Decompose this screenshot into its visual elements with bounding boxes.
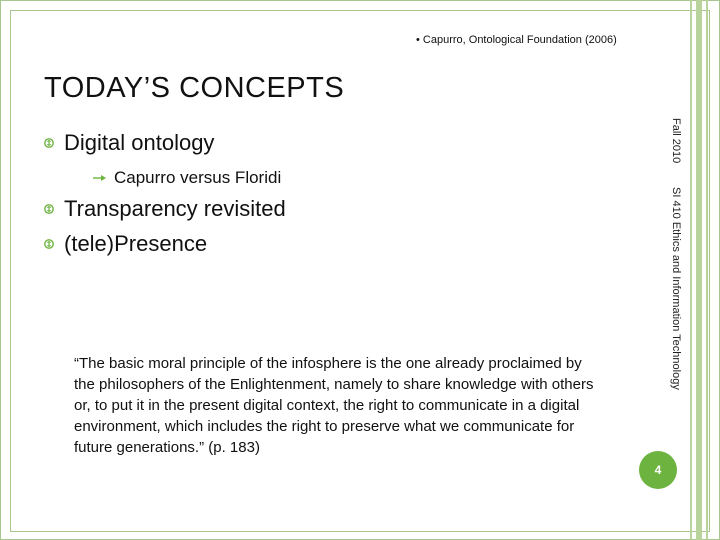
quote-text: “The basic moral principle of the infosphere is the one already proclaimed by the philosophers of the Enlightenment, namely to share knowledge with others or, to put it in the present digital context, the right to communicate in a digital environment, which includes the right to preserve what we communicate for future generations.” (p. 183) xyxy=(74,355,594,456)
coin-bullet-icon xyxy=(44,138,54,148)
right-stripe xyxy=(690,0,692,540)
page-number-badge: 4 xyxy=(639,451,677,489)
right-stripe xyxy=(696,0,702,540)
arrow-bullet-icon xyxy=(92,173,108,183)
sub-bullet-item xyxy=(92,168,281,188)
citation-header: • Capurro, Ontological Foundation (2006) xyxy=(416,34,617,46)
term-label: Fall 2010 xyxy=(670,118,682,164)
coin-bullet-icon xyxy=(44,204,54,214)
bullet-item xyxy=(44,130,214,156)
coin-bullet-icon xyxy=(44,239,54,249)
bullet-text: (tele)Presence xyxy=(64,231,208,256)
right-stripe xyxy=(706,0,708,540)
bullet-text: Transparency revisited xyxy=(64,196,286,221)
bullet-text: Digital ontology xyxy=(64,130,215,155)
bullet-item xyxy=(44,196,286,222)
sub-bullet-text: Capurro versus Floridi xyxy=(114,168,282,187)
bullet-item xyxy=(44,231,207,257)
course-label: SI 410 Ethics and Information Technology xyxy=(670,187,682,390)
slide-title: TODAY’S CONCEPTS xyxy=(44,72,345,104)
